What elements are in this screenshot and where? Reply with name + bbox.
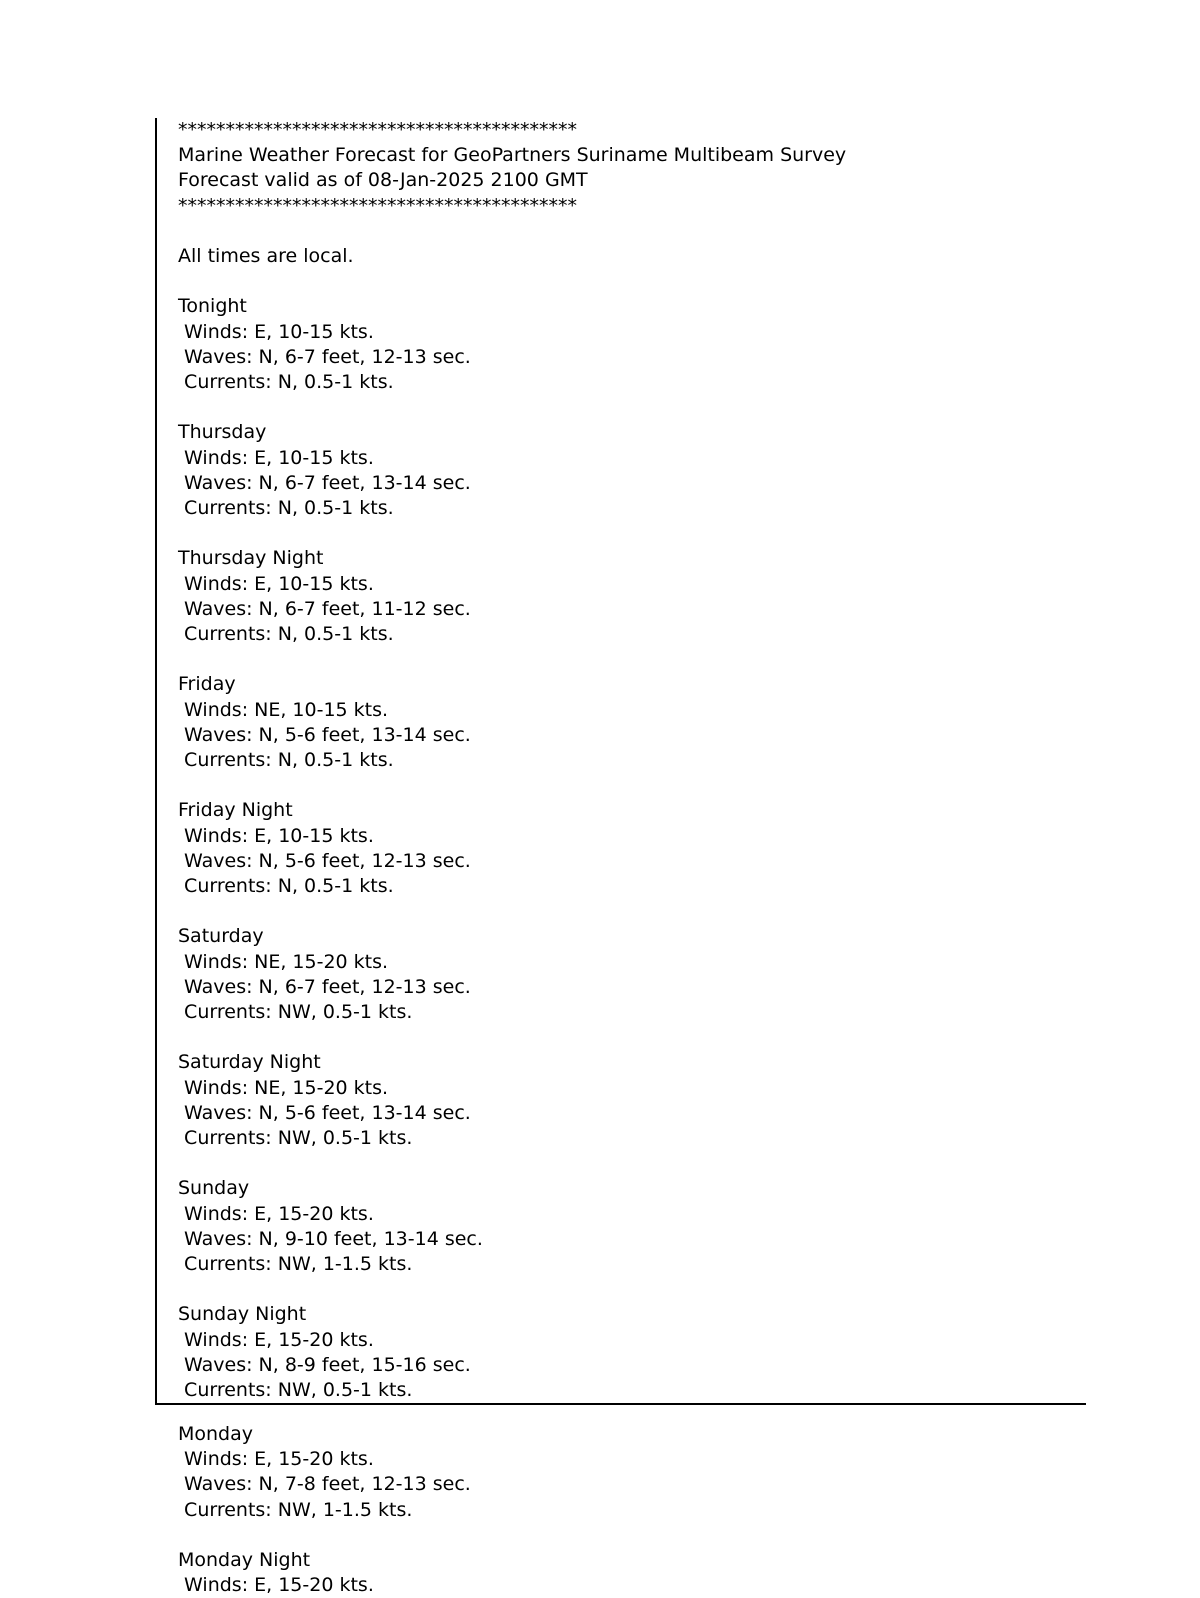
forecast-detail-line: Currents: NW, 1-1.5 kts. [178, 1253, 413, 1275]
blank-line [178, 899, 1086, 924]
forecast-detail-line: Currents: NW, 0.5-1 kts. [178, 1001, 413, 1023]
forecast-detail-line: Currents: N, 0.5-1 kts. [178, 497, 394, 519]
forecast-detail-line: Waves: N, 6-7 feet, 13-14 sec. [178, 471, 471, 494]
forecast-detail-line: Waves: N, 6-7 feet, 12-13 sec. [178, 345, 471, 368]
forecast-sections-below-quote [178, 1422, 1086, 1598]
forecast-day-title: Monday Night [178, 1549, 311, 1571]
forecast-detail-line: Waves: N, 7-8 feet, 12-13 sec. [178, 1473, 471, 1496]
forecast-valid-line: Forecast valid as of 08-Jan-2025 2100 GMT [178, 169, 588, 192]
times-note: All times are local. [178, 245, 354, 267]
blank-line [178, 1151, 1086, 1176]
blank-line [178, 269, 1086, 294]
forecast-detail-line: Currents: NW, 1-1.5 kts. [178, 1498, 413, 1521]
forecast-day-title: Thursday Night [178, 547, 324, 570]
forecast-detail-line: Waves: N, 5-6 feet, 13-14 sec. [178, 1101, 471, 1124]
forecast-title: Marine Weather Forecast for GeoPartners Suriname Multibeam Survey [178, 144, 847, 167]
forecast-detail-line: Winds: E, 15-20 kts. [178, 1202, 374, 1225]
forecast-detail-line: Winds: E, 15-20 kts. [178, 1448, 374, 1471]
forecast-day-title: Saturday Night [178, 1051, 321, 1074]
forecast-detail-line: Currents: N, 0.5-1 kts. [178, 623, 394, 645]
forecast-detail-line: Currents: N, 0.5-1 kts. [178, 371, 394, 393]
forecast-day-title: Saturday [178, 925, 264, 948]
forecast-detail-line: Waves: N, 5-6 feet, 13-14 sec. [178, 723, 471, 746]
blank-line [178, 1277, 1086, 1302]
forecast-sections-in-quote [178, 269, 1086, 1403]
forecast-detail-line: Winds: E, 10-15 kts. [178, 446, 374, 469]
forecast-day-title: Sunday Night [178, 1303, 307, 1326]
forecast-detail-line: Waves: N, 8-9 feet, 15-16 sec. [178, 1353, 471, 1376]
stars-separator-top: ****************************************** [178, 119, 577, 141]
forecast-detail-line: Waves: N, 9-10 feet, 13-14 sec. [178, 1227, 483, 1250]
forecast-day-title: Tonight [178, 295, 247, 318]
forecast-detail-line: Waves: N, 6-7 feet, 11-12 sec. [178, 597, 471, 620]
forecast-quote-block [155, 118, 1086, 1405]
forecast-detail-line: Waves: N, 6-7 feet, 12-13 sec. [178, 975, 471, 998]
forecast-day-title: Sunday [178, 1177, 250, 1200]
forecast-detail-line: Currents: NW, 0.5-1 kts. [178, 1127, 413, 1149]
forecast-detail-line: Currents: NW, 0.5-1 kts. [178, 1379, 413, 1401]
forecast-detail-line: Winds: E, 10-15 kts. [178, 572, 374, 595]
blank-line [178, 647, 1086, 672]
forecast-detail-line: Winds: E, 10-15 kts. [178, 320, 374, 343]
blank-line [178, 219, 1086, 244]
forecast-day-title: Monday [178, 1423, 254, 1445]
forecast-detail-line: Winds: E, 15-20 kts. [178, 1328, 374, 1351]
forecast-detail-line: Winds: E, 10-15 kts. [178, 824, 374, 847]
forecast-detail-line: Winds: NE, 15-20 kts. [178, 1076, 389, 1099]
blank-line [178, 773, 1086, 798]
forecast-detail-line: Currents: N, 0.5-1 kts. [178, 749, 394, 771]
forecast-day-title: Thursday [178, 421, 267, 444]
blank-line [178, 521, 1086, 546]
forecast-detail-line: Currents: N, 0.5-1 kts. [178, 875, 394, 897]
forecast-detail-line: Winds: NE, 10-15 kts. [178, 698, 389, 721]
blank-line [178, 395, 1086, 420]
blank-line [178, 1523, 1086, 1548]
blank-line [178, 1025, 1086, 1050]
forecast-detail-line: Winds: E, 15-20 kts. [178, 1574, 374, 1597]
forecast-day-title: Friday [178, 673, 236, 696]
forecast-detail-line: Winds: NE, 15-20 kts. [178, 950, 389, 973]
forecast-day-title: Friday Night [178, 799, 293, 822]
stars-separator-bottom: ****************************************** [178, 194, 577, 217]
forecast-detail-line: Waves: N, 5-6 feet, 12-13 sec. [178, 849, 471, 872]
